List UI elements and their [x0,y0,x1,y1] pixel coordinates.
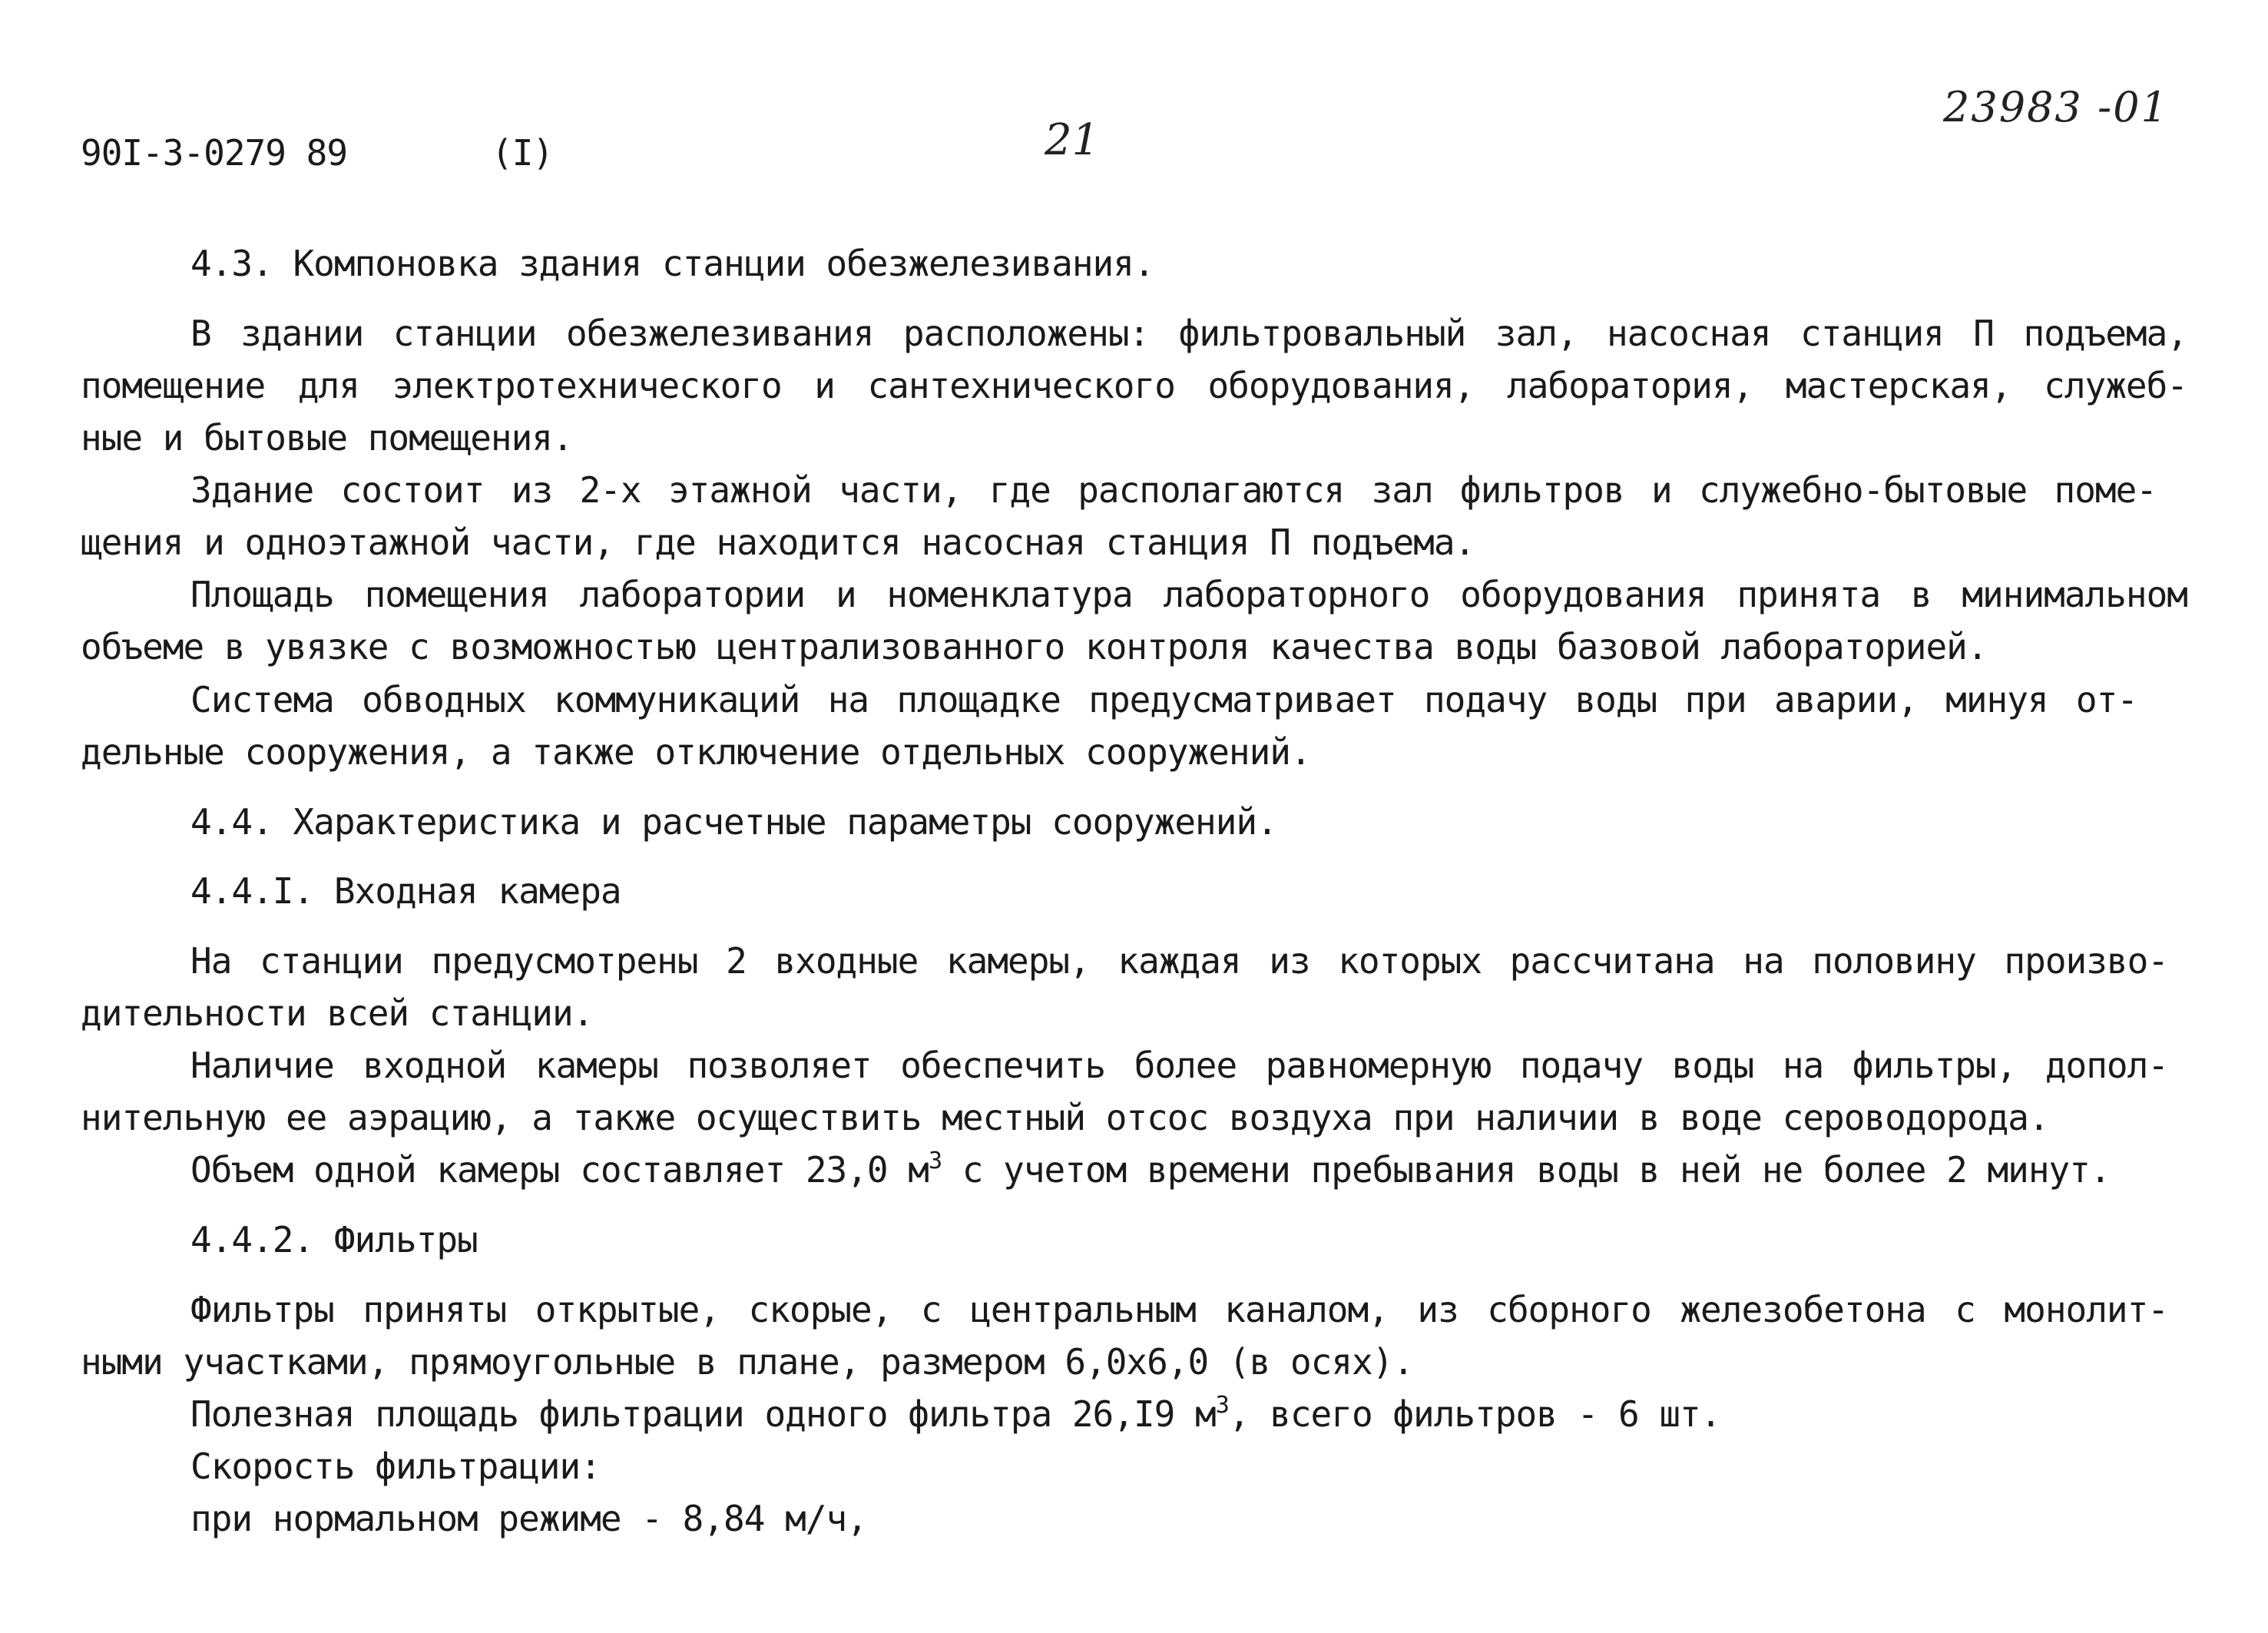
paragraph-line: Система обводных коммуникаций на площадке предусматривает подачу воды при аварии, минуя от- [190,679,2137,720]
text-run: Объем одной камеры составляет 23,0 м [190,1149,929,1191]
paragraph-line-filter-area [190,1392,1720,1436]
paragraph-line: нительную ее аэрацию, а также осуществить местный отсос воздуха при наличии в воде сероводорода. [81,1097,2049,1138]
section-heading-4-4-1: 4.4.I. Входная камера [190,870,621,912]
paragraph-line: при нормальном режиме - 8,84 м/ч, [190,1498,867,1539]
paragraph-line: Скорость фильтрации: [190,1446,601,1487]
superscript: 3 [929,1148,942,1174]
paragraph-line: помещение для электротехнического и сантехнического оборудования, лаборатория, мастерская, служеб- [81,365,2187,406]
section-heading-4-3: 4.3. Компоновка здания станции обезжелезивания. [190,243,1154,284]
text-run: с учетом времени пребывания воды в ней не более 2 минут. [942,1149,2111,1191]
paragraph-line: ными участками, прямоугольные в плане, размером 6,0х6,0 (в осях). [81,1341,1414,1383]
text-run: , всего фильтров - 6 шт. [1228,1393,1721,1435]
paragraph-line: Здание состоит из 2-х этажной части, где располагаются зал фильтров и служебно-бытовые поме- [190,469,2157,511]
part-number: (I) [492,132,554,174]
superscript: 3 [1215,1392,1229,1419]
paragraph-line-chamber-volume [190,1148,2111,1192]
text-run: Полезная площадь фильтрации одного фильтра 26,I9 м [190,1393,1216,1435]
paragraph-line: дельные сооружения, а также отключение отдельных сооружений. [81,731,1311,773]
paragraph-line: Площадь помещения лаборатории и номенклатура лабораторного оборудования принята в минимальном [190,574,2187,615]
paragraph-line: В здании станции обезжелезивания расположены: фильтровальный зал, насосная станция П подъема, [190,313,2187,354]
paragraph-line: дительности всей станции. [81,992,594,1034]
page-number-handwritten: 21 [1045,115,1100,165]
paragraph-line: На станции предусмотрены 2 входные камеры, каждая из которых рассчитана на половину произво- [190,940,2168,982]
section-heading-4-4: 4.4. Характеристика и расчетные параметры сооружений. [190,801,1277,843]
paragraph-line: Наличие входной камеры позволяет обеспечить более равномерную подачу воды на фильтры, допол- [190,1045,2168,1086]
section-heading-4-4-2: 4.4.2. Фильтры [190,1219,478,1260]
paragraph-line: Фильтры приняты открытые, скорые, с центральным каналом, из сборного железобетона с монолит- [190,1289,2168,1330]
paragraph-line: щения и одноэтажной части, где находится насосная станция П подъема. [81,522,1475,563]
archive-number-handwritten: 23983 -01 [1943,83,2169,131]
doc-code: 90I-3-0279 89 [81,132,348,174]
paragraph-line: ные и бытовые помещения. [81,417,573,459]
paragraph-line: объеме в увязке с возможностью централизованного контроля качества воды базовой лабораторией. [81,626,1988,667]
